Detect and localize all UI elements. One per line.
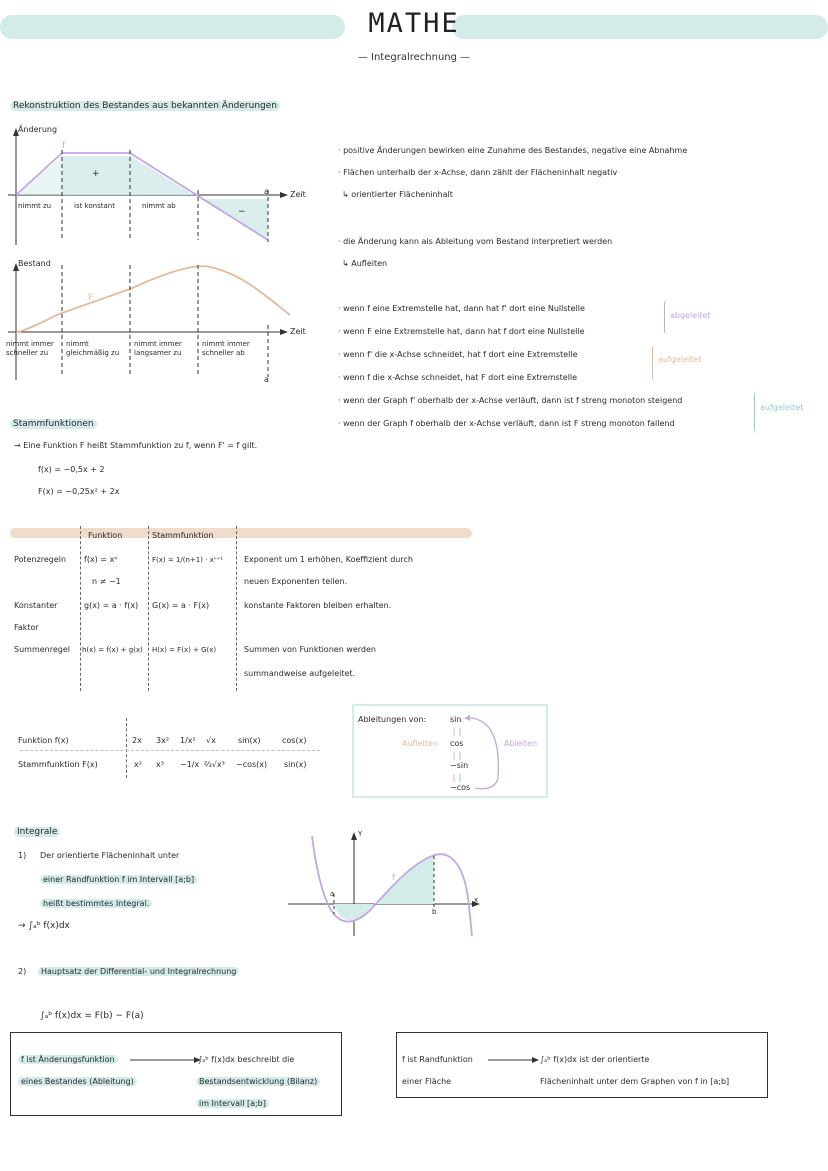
examples-row2-label: Stammfunktion F(x)	[18, 760, 98, 769]
graph2-phase-1: nimmt immer schneller zu	[6, 340, 54, 357]
rule-3: · wenn f' die x-Achse schneidet, hat f dort eine Extremstelle	[338, 350, 578, 359]
label-abgeleitet: abgeleitet	[670, 311, 711, 320]
rule-desc-potenz-2: neuen Exponenten teilen.	[244, 577, 348, 586]
p2-formula: ∫ₐᵇ f(x)dx = F(b) − F(a)	[40, 1011, 144, 1021]
box-left-arrow	[130, 1054, 202, 1064]
label-aufgeleitet: aufgeleitet	[658, 355, 702, 364]
rule-desc-potenz-1: Exponent um 1 erhöhen, Koeffizient durch	[244, 555, 413, 564]
box-left-l2: eines Bestandes (Ableitung)	[18, 1076, 137, 1088]
rule-f-potenz: f(x) = xⁿ	[84, 555, 118, 564]
ex-F-6: sin(x)	[284, 760, 307, 769]
integral-graph-b: b	[432, 908, 437, 916]
ex-f-5: sin(x)	[238, 736, 261, 745]
ex-f-1: 2x	[132, 736, 142, 745]
graph2-phase-4: nimmt immer schneller ab	[202, 340, 250, 357]
label-ableiten: Ableiten	[504, 739, 538, 748]
box-aenderungsfunktion	[10, 1032, 342, 1116]
label-aufgeleitet-2: aufgeleitet	[760, 403, 804, 412]
graph2-phase-3: nimmt immer langsamer zu	[134, 340, 182, 357]
ex-f-4: √x	[206, 736, 216, 745]
rule-F-summe: H(x) = F(x) + G(x)	[152, 646, 217, 654]
graph1-a: a	[264, 187, 269, 196]
p1-number: 1)	[18, 851, 27, 860]
examples-row1-label: Funktion f(x)	[18, 736, 69, 745]
p2-heading: Hauptsatz der Differential- und Integralrechnung	[38, 966, 239, 978]
p1-line-3: heißt bestimmtes Integral.	[40, 898, 152, 910]
p2-number: 2)	[18, 967, 27, 976]
example-F: F(x) = −0,25x² + 2x	[38, 487, 120, 496]
box-right-l2: einer Fläche	[402, 1077, 452, 1086]
integral-graph	[282, 828, 482, 940]
graph1-ylabel: Änderung	[18, 125, 58, 134]
integral-graph-xlabel: x	[474, 896, 479, 904]
note-2: · Flächen unterhalb der x-Achse, dann zählt der Flächeninhalt negativ	[338, 168, 618, 177]
cycle-cos: cos	[450, 739, 464, 748]
rule-1: · wenn f eine Extremstelle hat, dann hat f' dort eine Nullstelle	[338, 304, 585, 313]
col-stammfunktion: Stammfunktion	[152, 531, 214, 540]
derivatives-title: Ableitungen von:	[358, 715, 427, 724]
note-1: · positive Änderungen bewirken eine Zunahme des Bestandes, negative eine Abnahme	[338, 146, 688, 155]
graph2-xlabel: Zeit	[290, 327, 306, 336]
box-left-l1: f ist Änderungsfunktion	[18, 1054, 118, 1066]
ex-f-3: 1/x²	[180, 736, 196, 745]
rule-desc-summe-2: summandweise aufgeleitet.	[244, 669, 356, 678]
cycle-minus-sin: −sin	[450, 761, 469, 770]
cycle-sin: sin	[450, 715, 462, 724]
rule-F-konstant: G(x) = a · F(x)	[152, 601, 210, 610]
examples-hline	[20, 750, 320, 751]
integrale-heading: Integrale	[14, 826, 60, 838]
note-4: · die Änderung kann als Ableitung vom Bestand interpretiert werden	[338, 237, 613, 246]
rules-divider-2	[148, 526, 150, 691]
graph-aenderung	[0, 120, 320, 250]
note-3: ↳ orientierter Flächeninhalt	[342, 190, 453, 199]
rule-name-summe: Summenregel	[14, 645, 70, 654]
ex-F-1: x²	[134, 760, 142, 769]
graph2-func-label: F	[88, 293, 94, 303]
graph-bestand	[0, 255, 320, 385]
graph2-ylabel: Bestand	[18, 259, 51, 268]
box-right-l1: f ist Randfunktion	[402, 1055, 473, 1064]
rule-desc-konstant: konstante Faktoren bleiben erhalten.	[244, 601, 392, 610]
rule-desc-summe-1: Summen von Funktionen werden	[244, 645, 376, 654]
rule-cond-potenz: n ≠ −1	[92, 577, 121, 586]
integral-graph-ylabel: Y	[358, 830, 363, 838]
rule-f-summe: h(x) = f(x) + g(x)	[82, 646, 143, 654]
ex-F-2: x³	[156, 760, 164, 769]
graph1-minus: −	[238, 207, 246, 217]
box-right-r1: ∫ₐᵇ f(x)dx ist der orientierte	[540, 1055, 650, 1064]
reconstruction-heading: Rekonstruktion des Bestandes aus bekannten Änderungen	[10, 100, 280, 112]
rule-name-konstant: Konstanter	[14, 601, 58, 610]
graph1-phase-1: nimmt zu	[18, 202, 52, 210]
stammfunktionen-heading: Stammfunktionen	[10, 418, 97, 430]
rule-name-potenz: Potenzregeln	[14, 555, 67, 564]
rules-divider-3	[236, 526, 238, 691]
graph2-a: a	[264, 375, 269, 384]
box-right-arrow	[488, 1054, 540, 1064]
rules-divider-1	[80, 526, 82, 691]
graph1-phase-2: ist konstant	[74, 202, 115, 210]
rule-5: · wenn der Graph f' oberhalb der x-Achse verläuft, dann ist f streng monoton steigend	[338, 396, 683, 405]
note-5: ↳ Aufleiten	[342, 259, 388, 268]
graph1-xlabel: Zeit	[290, 190, 306, 199]
rule-name-konstant-2: Faktor	[14, 623, 39, 632]
integral-graph-func: f	[392, 873, 395, 882]
label-aufleiten: Aufleiten	[402, 739, 438, 748]
ex-f-6: cos(x)	[282, 736, 307, 745]
example-f: f(x) = −0,5x + 2	[38, 465, 105, 474]
rule-2: · wenn F eine Extremstelle hat, dann hat f dort eine Nullstelle	[338, 327, 585, 336]
col-funktion: Funktion	[88, 531, 123, 540]
box-left-r2: Bestandsentwicklung (Bilanz)	[196, 1076, 320, 1088]
box-left-r3: im Intervall [a;b]	[196, 1098, 269, 1110]
rule-4: · wenn f die x-Achse schneidet, hat F dort eine Extremstelle	[338, 373, 578, 382]
page-subtitle: — Integralrechnung —	[357, 52, 471, 63]
cycle-minus-cos: −cos	[450, 783, 471, 792]
derivatives-cycle-arrows	[440, 708, 510, 794]
box-left-r1: ∫ₐᵇ f(x)dx beschreibt die	[198, 1055, 295, 1064]
rule-6: · wenn der Graph f oberhalb der x-Achse verläuft, dann ist F streng monoton fallend	[338, 419, 675, 428]
box-right-r2: Flächeninhalt unter dem Graphen von f in [a;b]	[540, 1077, 730, 1086]
graph1-phase-3: nimmt ab	[142, 202, 176, 210]
stammfunktion-definition: → Eine Funktion F heißt Stammfunktion zu f, wenn F' = f gilt.	[14, 441, 258, 450]
page-title: MATHE	[368, 8, 460, 39]
graph1-func-label: f	[62, 141, 66, 151]
rule-f-konstant: g(x) = a · f(x)	[84, 601, 139, 610]
ex-f-2: 3x²	[156, 736, 170, 745]
graph1-plus: +	[92, 169, 100, 179]
rule-F-potenz: F(x) = 1/(n+1) · xⁿ⁺¹	[152, 556, 224, 564]
ex-F-5: −cos(x)	[236, 760, 268, 769]
ex-F-4: ⅔√x³	[204, 760, 225, 769]
p1-line-2: einer Randfunktion f im Intervall [a;b]	[40, 874, 197, 886]
integral-graph-a: a	[330, 890, 335, 898]
ex-F-3: −1/x	[180, 760, 200, 769]
graph2-phase-2: nimmt gleichmäßig zu	[66, 340, 120, 357]
p1-line-1: Der orientierte Flächeninhalt unter	[40, 851, 180, 860]
p1-formula: → ∫ₐᵇ f(x)dx	[18, 921, 70, 931]
examples-divider	[126, 718, 128, 778]
